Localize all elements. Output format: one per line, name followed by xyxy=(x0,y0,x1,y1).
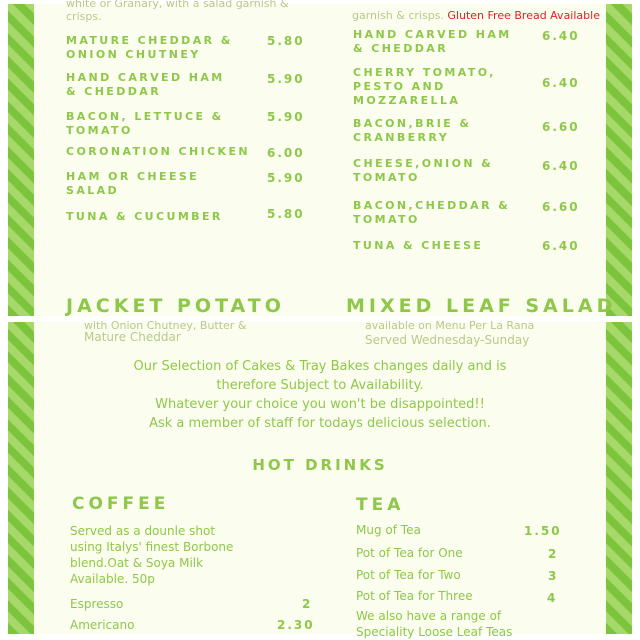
menu-item-price: 6.40 xyxy=(542,239,580,253)
coffee-item-name: Espresso xyxy=(70,597,124,611)
tea-note-2: Speciality Loose Leaf Teas xyxy=(356,625,513,639)
coffee-desc-line: Served as a dounle shot xyxy=(70,524,216,538)
menu-item-name: HAM OR CHEESE SALAD xyxy=(66,170,200,197)
menu-item-name: TUNA & CHEESE xyxy=(353,239,484,252)
tea-item-price: 3 xyxy=(548,569,557,583)
menu-item-price: 6.40 xyxy=(542,76,580,90)
menu-item-name: MATURE CHEDDAR & ONION CHUTNEY xyxy=(66,34,233,61)
sandwich-menu-content xyxy=(34,0,617,317)
coffee-heading: COFFEE xyxy=(72,494,170,514)
menu-item-name: HAND CARVED HAM & CHEDDAR xyxy=(66,71,225,98)
tea-item-name: Pot of Tea for Three xyxy=(356,589,473,603)
tea-item-name: Pot of Tea for Two xyxy=(356,568,461,582)
jacket-potato-heading: JACKET POTATO xyxy=(66,295,285,317)
right-intro-text: garnish & crisps. xyxy=(352,9,444,22)
cakes-line: Ask a member of staff for todays delicious selection. xyxy=(149,416,491,431)
menu-item-price: 6.40 xyxy=(542,29,580,43)
menu-item-price: 6.60 xyxy=(542,200,580,214)
tea-item-price: 1.50 xyxy=(524,524,562,538)
mixed-leaf-salad-heading: MIXED LEAF SALAD xyxy=(346,295,617,317)
coffee-desc-line: Available. 50p xyxy=(70,572,155,586)
cakes-drinks-content xyxy=(34,319,606,639)
hot-drinks-heading: HOT DRINKS xyxy=(252,456,388,474)
coffee-desc-line: blend.Oat & Soya Milk xyxy=(70,556,204,570)
tea-heading: TEA xyxy=(356,495,405,515)
menu-item-name: CHERRY TOMATO, PESTO AND MOZZARELLA xyxy=(353,66,496,107)
coffee-item-name: Americano xyxy=(70,618,135,632)
chevron-border-left xyxy=(8,4,34,316)
menu-item-price: 5.80 xyxy=(267,34,305,48)
menu-item-price: 5.90 xyxy=(267,72,305,86)
tea-item-name: Mug of Tea xyxy=(356,523,421,537)
menu-item-price: 6.00 xyxy=(267,146,305,160)
jacket-potato-desc: with Onion Chutney, Butter & xyxy=(84,319,247,332)
menu-item-name: CORONATION CHICKEN xyxy=(66,145,250,158)
menu-item-name: TUNA & CUCUMBER xyxy=(66,210,223,223)
cakes-line: therefore Subject to Availability. xyxy=(216,378,424,393)
jacket-potato-desc-2: Mature Cheddar xyxy=(84,330,181,344)
menu-item-name: HAND CARVED HAM & CHEDDAR xyxy=(353,28,512,55)
chevron-border-right xyxy=(606,322,632,634)
cakes-text xyxy=(34,357,606,433)
menu-item-price: 5.80 xyxy=(267,207,305,221)
salad-desc: available on Menu Per La Rana xyxy=(365,319,535,332)
coffee-item-price: 2.30 xyxy=(277,618,315,632)
right-intro xyxy=(352,9,600,22)
menu-item-price: 6.40 xyxy=(542,159,580,173)
menu-item-name: BACON,BRIE & CRANBERRY xyxy=(353,117,472,144)
left-intro-text: white or Granary, with a salad garnish & xyxy=(66,0,289,10)
tea-item-name: Pot of Tea for One xyxy=(356,546,463,560)
coffee-description xyxy=(70,523,233,587)
menu-item-price: 5.90 xyxy=(267,110,305,124)
coffee-desc-line: using Italys' finest Borbone xyxy=(70,540,234,554)
tea-item-price: 2 xyxy=(548,547,557,561)
tea-note: We also have a range of xyxy=(356,609,502,623)
tea-item-price: 4 xyxy=(547,591,556,605)
cakes-line: Our Selection of Cakes & Tray Bakes changes daily and is xyxy=(133,359,507,374)
menu-item-name: CHEESE,ONION & TOMATO xyxy=(353,157,494,184)
chevron-border-right xyxy=(606,4,632,316)
coffee-item-price: 2 xyxy=(302,597,313,611)
sandwich-menu-panel xyxy=(8,0,632,317)
chevron-border-left xyxy=(8,322,34,634)
salad-desc-2: Served Wednesday-Sunday xyxy=(365,333,530,347)
menu-item-name: BACON,CHEDDAR & TOMATO xyxy=(353,199,511,226)
cakes-line: Whatever your choice you won't be disappointed!! xyxy=(155,397,485,412)
left-intro-text-2: crisps. xyxy=(66,10,102,23)
menu-item-price: 5.90 xyxy=(267,171,305,185)
cakes-drinks-panel xyxy=(8,319,632,639)
menu-item-price: 6.60 xyxy=(542,120,580,134)
gluten-free-note: Gluten Free Bread Available xyxy=(447,9,600,22)
menu-item-name: BACON, LETTUCE & TOMATO xyxy=(66,110,224,137)
